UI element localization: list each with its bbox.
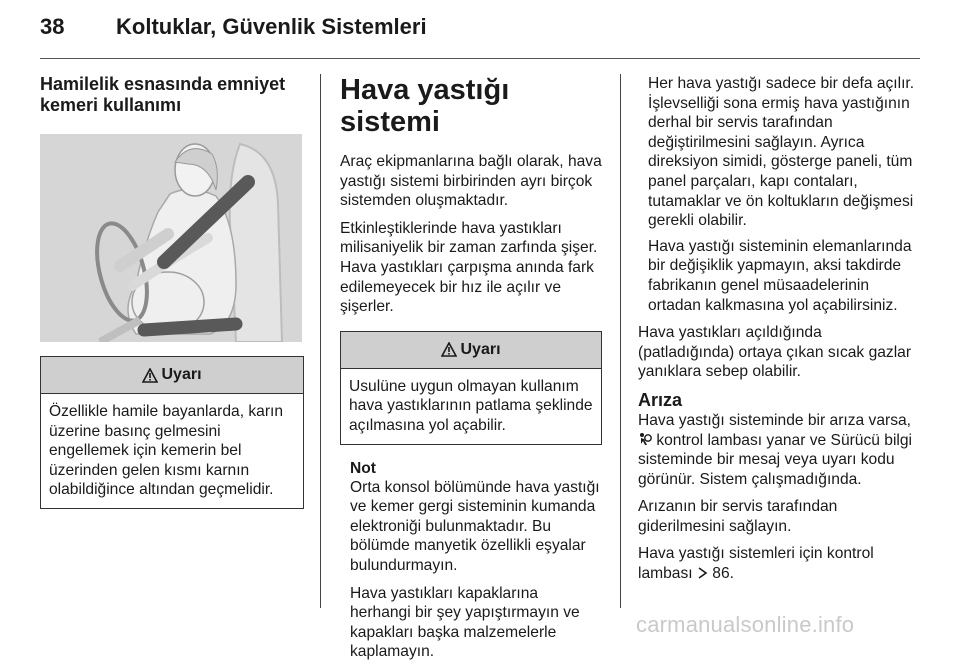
- warning-body: [41, 394, 303, 508]
- airbag-warning-lamp-icon: [638, 432, 652, 447]
- column-divider: [320, 74, 321, 608]
- warning-title: Uyarı: [460, 340, 501, 358]
- warning-triangle-icon: [441, 342, 457, 357]
- warning-text: Özellikle hamile bayanlarda, karın üzerine basınç gelmesini engellemek için kemerin bel üzerinden gelen kısmı karnın olabildiğince altından geçmelidir.: [49, 403, 284, 499]
- warning-box: [340, 331, 602, 445]
- header-rule: [40, 58, 920, 59]
- fault-reference-paragraph: [638, 544, 920, 583]
- fault-text-end: kontrol lambası yanar ve Sürücü bilgi sisteminde bir mesaj veya uyarı kodu görünür. Sistem çalışmadığında.: [638, 431, 913, 488]
- paragraph: Hava yastıkları açıldığında (patladığında) ortaya çıkan sıcak gazlar yanıklara sebep olabilir.: [638, 324, 912, 381]
- page-header: [40, 14, 920, 54]
- paragraph: Hava yastığı sisteminin elemanlarında bir değişiklik yapmayın, aksi takdirde fabrikanın genel müsaadelerinin ortadan kalkmasına yol açabilirsiniz.: [648, 237, 912, 314]
- paragraph: Arızanın bir servis tarafından giderilmesini sağlayın.: [638, 498, 838, 535]
- section-heading: Hava yastığı sistemi: [340, 74, 510, 138]
- site-watermark: carmanualsonline.info: [636, 612, 855, 637]
- paragraph: Araç ekipmanlarına bağlı olarak, hava yastığı sistemi birbirinden ayrı birçok sistemden oluşmaktadır.: [340, 153, 602, 210]
- paragraph: Her hava yastığı sadece bir defa açılır. İşlevselliği sona ermiş hava yastığının derhal bir servis tarafından değiştirilmesini sağlayın. Ayrıca direksiyon simidi, gösterge paneli, tüm panel parçaları, kapı contaları, tutamaklar ve ön koltukların değişmesi gerekli olabilir.: [648, 75, 915, 230]
- chapter-title: Koltuklar, Güvenlik Sistemleri: [116, 14, 427, 39]
- warning-box: [40, 356, 304, 509]
- warning-text: Usulüne uygun olmayan kullanım hava yastıklarının patlama şeklinde açılmasına yol açabilir.: [349, 377, 593, 434]
- column-airbag-system: [340, 74, 602, 670]
- paragraph: Hava yastıkları kapaklarına herhangi bir şey yapıştırmayın ve kapakları başka malzemelerle kaplamayın.: [350, 584, 580, 661]
- column-pregnancy-seatbelt: [40, 74, 304, 509]
- note-text: Orta konsol bölümünde hava yastığı ve kemer gergi sisteminin kumanda elektroniği bulunmaktadır. Bu bölümde manyetik özellikli eşyalar bulundurmayın.: [350, 478, 600, 574]
- reference-page-link[interactable]: 86.: [712, 565, 734, 583]
- warning-title-bar: [341, 332, 601, 369]
- illustration-graphic: [40, 134, 302, 342]
- fault-text-start: Hava yastığı sisteminde bir arıza varsa,: [638, 411, 911, 429]
- warning-title-bar: [41, 357, 303, 394]
- warning-body: [341, 369, 601, 444]
- column-airbag-continued: [638, 74, 920, 592]
- page-reference-arrow-icon: [697, 567, 708, 579]
- page-number: 38: [40, 14, 65, 39]
- column-divider: [620, 74, 621, 608]
- note-block: [340, 459, 602, 576]
- warning-triangle-icon: [142, 368, 158, 383]
- warning-title: Uyarı: [161, 366, 202, 383]
- fault-paragraph: [638, 411, 920, 489]
- reference-text: Hava yastığı sistemleri için kontrol lambası: [638, 545, 874, 583]
- fault-heading: Arıza: [638, 389, 683, 410]
- pregnant-driver-seatbelt-illustration: [40, 134, 302, 342]
- section-heading: Hamilelik esnasında emniyet kemeri kullanımı: [40, 74, 286, 115]
- note-label: Not: [350, 459, 376, 477]
- paragraph: Etkinleştiklerinde hava yastıkları milisaniyelik bir zaman zarfında şişer. Hava yastıkları çarpışma anında fark edilemeyecek bir hız ile açılır ve şişerler.: [340, 219, 598, 316]
